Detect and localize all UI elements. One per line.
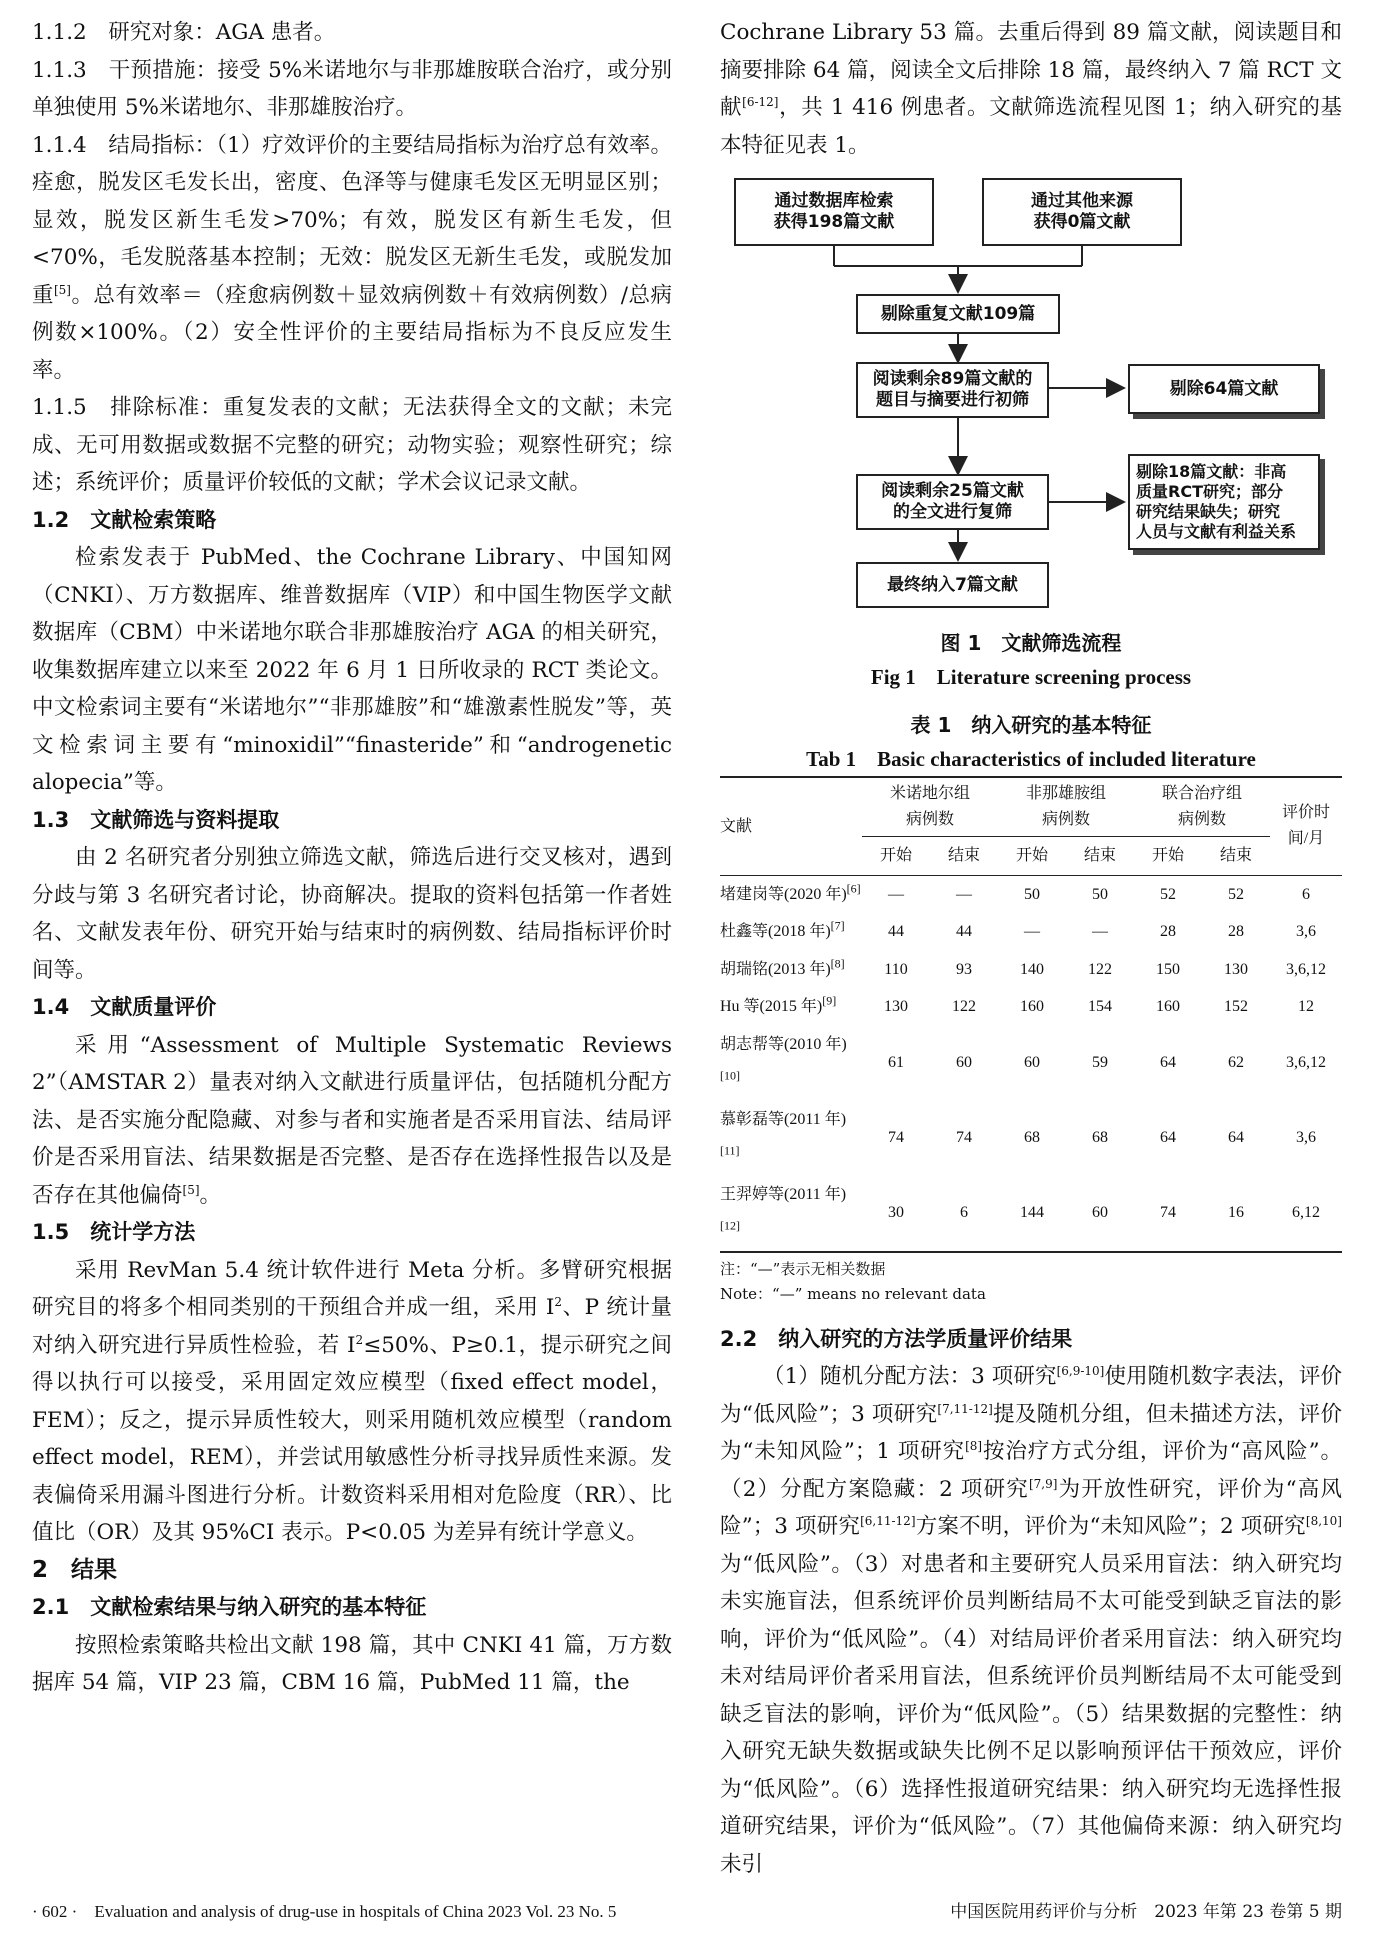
header-end: 结束 xyxy=(947,847,980,864)
flowchart xyxy=(720,174,1342,626)
table-cell: 60 xyxy=(1091,1204,1108,1222)
paragraph-screening: 由 2 名研究者分别独立筛选文献，筛选后进行交叉核对，遇到分歧与第 3 名研究者讨论，协商解决。提取的资料包括第一作者姓名、文献发表年份、研究开始与结束时的病例数、结局指标评价时间等。 xyxy=(32,845,672,983)
table-row xyxy=(720,1176,1342,1251)
paragraph-search-strategy: 检索发表于 PubMed、the Cochrane Library、中国知网（CNKI）、万方数据库、维普数据库（VIP）和中国生物医学文献数据库（CBM）中米诺地尔联合非那雄胺治疗 AGA 的相关研究，收集数据库建立以来至 2022 年 6 月 1 日所收录的 RCT 类论文。中文检索词主要有“米诺地尔”“非那雄胺”和“雄激素性脱发”等，英文检索词主要有“minoxidil”“finasteride”和“androgenetic alopecia”等。 xyxy=(32,545,672,795)
table-cell: 60 xyxy=(955,1054,972,1072)
header-end: 结束 xyxy=(1219,847,1252,864)
table-cell: 122 xyxy=(951,998,976,1015)
cell-literature: 胡志帮等(2010 年)[10] xyxy=(720,1035,847,1083)
flow-box-title-screen: 阅读剩余89篇文献的 题目与摘要进行初筛 xyxy=(856,362,1049,418)
cell-literature: 杜鑫等(2018 年)[7] xyxy=(720,918,845,940)
table-cell: 61 xyxy=(887,1054,904,1072)
header-start: 开始 xyxy=(879,847,912,864)
flow-box-fulltext-screen: 阅读剩余25篇文献 的全文进行复筛 xyxy=(856,474,1049,530)
table-cell: 28 xyxy=(1227,923,1244,940)
table-cell: 68 xyxy=(1091,1129,1108,1147)
table-row xyxy=(720,913,1342,951)
table-cell: 93 xyxy=(955,960,972,978)
table-cell: 62 xyxy=(1227,1054,1244,1072)
table-cell: 130 xyxy=(1223,960,1248,978)
heading-1-4: 1.4 文献质量评价 xyxy=(32,995,217,1019)
table-cell: 130 xyxy=(883,998,908,1015)
table-cell: 68 xyxy=(1023,1129,1040,1147)
table-cell: 152 xyxy=(1223,998,1248,1015)
heading-1-2: 1.2 文献检索策略 xyxy=(32,507,217,532)
table-cell: 74 xyxy=(1159,1204,1176,1222)
table-cell: 150 xyxy=(1155,960,1180,978)
heading-1-3: 1.3 文献筛选与资料提取 xyxy=(32,807,280,832)
heading-2-1: 2.1 文献检索结果与纳入研究的基本特征 xyxy=(32,1595,427,1619)
section-1-1-5: 1.1.5 排除标准：重复发表的文献；无法获得全文的文献；未完成、无可用数据或数据不完整的研究；动物实验；观察性研究；综述；系统评价；质量评价较低的文献；学术会议记录文献。 xyxy=(32,395,672,495)
cell-literature: 胡瑞铭(2013 年)[8] xyxy=(720,956,845,978)
table-cell: 6 xyxy=(1302,885,1310,903)
table-cell: 64 xyxy=(1227,1129,1244,1147)
cell-literature: 王羿婷等(2011 年)[12] xyxy=(720,1185,847,1233)
table-cell: 160 xyxy=(1019,998,1044,1015)
table-cell: 52 xyxy=(1159,885,1176,903)
table-cell: — xyxy=(1023,923,1040,940)
table-cell: 16 xyxy=(1227,1204,1244,1222)
table-cell: 30 xyxy=(887,1204,904,1222)
table-cell: 154 xyxy=(1087,998,1112,1015)
cell-literature: Hu 等(2015 年)[9] xyxy=(720,993,837,1015)
header-finasteride-group: 非那雄胺组 病例数 xyxy=(998,777,1134,837)
left-column xyxy=(32,14,672,1702)
table-cell: 44 xyxy=(955,923,972,940)
cell-literature: 堵建岗等(2020 年)[6] xyxy=(720,881,861,903)
table-cell: 3,6 xyxy=(1296,923,1316,940)
header-minoxidil-group: 米诺地尔组 病例数 xyxy=(862,777,998,837)
paragraph-quality-results: （1）随机分配方法：3 项研究[6,9-10]使用随机数字表法，评价为“低风险”；3 项研究[7,11-12]提及随机分组，但未描述方法，评价为“未知风险”；1 项研究[8]按治疗方式分组，评价为“高风险”。（2）分配方案隐藏：2 项研究[7,9]为开放性研究，评价为“高风险”；3 项研究[6,11-12]方案不明，评价为“未知风险”；2 项研究[8,10]为“低风险”。（3）对患者和主要研究人员采用盲法：纳入研究均未实施盲法，但系统评价员判断结局不太可能受到缺乏盲法的影响，评价为“低风险”。（4）对结局评价者采用盲法：纳入研究均未对结局评价者采用盲法，但系统评价员判断结局不太可能受到缺乏盲法的影响，评价为“低风险”。（5）结果数据的完整性：纳入研究无缺失数据或缺失比例不足以影响预评估干预效应，评价为“低风险”。（6）选择性报道研究结果：纳入研究均无选择性报道研究结果，评价为“低风险”。（7）其他偏倚来源：纳入研究均未引 xyxy=(720,1363,1342,1877)
table-cell: 12 xyxy=(1298,998,1314,1015)
figure-caption-cn: 图 1 文献筛选流程 xyxy=(940,631,1122,655)
table-caption-en: Tab 1 Basic characteristics of included literature xyxy=(806,747,1256,771)
table-cell: 64 xyxy=(1159,1129,1176,1147)
table-row xyxy=(720,1101,1342,1176)
table-cell: — xyxy=(1091,923,1108,940)
header-combined-group: 联合治疗组 病例数 xyxy=(1134,777,1270,837)
section-1-1-3: 1.1.3 干预措施：接受 5%米诺地尔与非那雄胺联合治疗，或分别单独使用 5%米诺地尔、非那雄胺治疗。 xyxy=(32,57,672,120)
table-note-cn: 注：“—”表示无相关数据 xyxy=(720,1259,886,1278)
header-start: 开始 xyxy=(1015,847,1048,864)
table-cell: 74 xyxy=(887,1129,904,1147)
paragraph-results-cont: Cochrane Library 53 篇。去重后得到 89 篇文献，阅读题目和摘要排除 64 篇，阅读全文后排除 18 篇，最终纳入 7 篇 RCT 文献[6-12]，共 1 416 例患者。文献筛选流程见图 1；纳入研究的基本特征见表 1。 xyxy=(720,20,1342,158)
table-cell: 74 xyxy=(955,1129,972,1147)
flow-box-exclude-64: 剔除64篇文献 xyxy=(1128,364,1320,414)
table-cell: 3,6,12 xyxy=(1286,960,1326,978)
header-end: 结束 xyxy=(1083,847,1116,864)
section-1-1-2: 1.1.2 研究对象：AGA 患者。 xyxy=(32,20,336,45)
flow-box-exclude-18: 剔除18篇文献：非高 质量RCT研究；部分 研究结果缺失；研究 人员与文献有利益关系 xyxy=(1128,454,1320,550)
paragraph-results: 按照检索策略共检出文献 198 篇，其中 CNKI 41 篇，万方数据库 54 篇，VIP 23 篇，CBM 16 篇，PubMed 11 篇，the xyxy=(32,1632,672,1695)
section-1-1-4: 1.1.4 结局指标：（1）疗效评价的主要结局指标为治疗总有效率。痊愈，脱发区毛发长出，密度、色泽等与健康毛发区无明显区别；显效，脱发区新生毛发>70%；有效，脱发区有新生毛发，但<70%，毛发脱落基本控制；无效：脱发区无新生毛发，或脱发加重[5]。总有效率＝（痊愈病例数＋显效病例数＋有效病例数）/总病例数×100%。（2）安全性评价的主要结局指标为不良反应发生率。 xyxy=(32,132,672,383)
figure-caption-en: Fig 1 Literature screening process xyxy=(870,665,1192,689)
table-cell: 160 xyxy=(1155,998,1180,1015)
citation: [6-12] xyxy=(742,94,779,109)
flow-box-database: 通过数据库检索 获得198篇文献 xyxy=(734,178,934,246)
heading-2-2: 2.2 纳入研究的方法学质量评价结果 xyxy=(720,1326,1073,1351)
flow-box-other-sources: 通过其他来源 获得0篇文献 xyxy=(982,178,1182,246)
table-cell: 3,6,12 xyxy=(1286,1054,1326,1072)
table-cell: 3,6 xyxy=(1296,1129,1316,1147)
table-cell: 50 xyxy=(1023,885,1040,903)
flow-box-final: 最终纳入7篇文献 xyxy=(856,562,1049,608)
header-evaluation-time: 评价时 间/月 xyxy=(1281,804,1330,848)
table-row xyxy=(720,875,1342,913)
citation: [5] xyxy=(182,1182,200,1197)
header-start: 开始 xyxy=(1151,847,1184,864)
cell-literature: 慕彰磊等(2011 年)[11] xyxy=(720,1110,847,1158)
characteristics-table xyxy=(720,776,1342,1251)
table-cell: 44 xyxy=(887,923,904,940)
footer-journal-cn: 中国医院用药评价与分析 2023 年第 23 卷第 5 期 xyxy=(950,1902,1342,1922)
table-note-en: Note：“—” means no relevant data xyxy=(720,1284,986,1303)
header-literature: 文献 xyxy=(720,817,753,835)
table-cell: 52 xyxy=(1227,885,1244,903)
table-caption-cn: 表 1 纳入研究的基本特征 xyxy=(910,713,1152,737)
heading-1-5: 1.5 统计学方法 xyxy=(32,1220,196,1244)
table-cell: 59 xyxy=(1091,1054,1108,1072)
table-cell: 50 xyxy=(1091,885,1108,903)
table-cell: 28 xyxy=(1159,923,1176,940)
table-cell: 6,12 xyxy=(1292,1204,1320,1222)
table-cell: 6 xyxy=(959,1204,968,1222)
table-cell: — xyxy=(887,885,904,903)
table-body xyxy=(720,875,1342,1251)
heading-2: 2 结果 xyxy=(32,1556,118,1583)
table-cell: — xyxy=(955,885,972,903)
table-row xyxy=(720,1026,1342,1101)
table-cell: 144 xyxy=(1019,1204,1044,1222)
paragraph-statistics: 采用 RevMan 5.4 统计软件进行 Meta 分析。多臂研究根据研究目的将多个相同类别的干预组合并成一组，采用 $I^2$、P 统计量对纳入研究进行异质性检验，若 $I^2\le 50\%$、P≥0.1，提示研究之间得以执行可以接受，采用固定效应模型（fixed effect model，FEM）；反之，提示异质性较大，则采用随机效应模型（random effect model，REM），并尝试用敏感性分析寻找异质性来源。发表偏倚采用漏斗图进行分析。计数资料采用相对危险度（RR）、比值比（OR）及其 95%CI 表示。P<0.05 为差异有统计学意义。 xyxy=(32,1257,672,1545)
table-cell: 64 xyxy=(1159,1054,1176,1072)
table-cell: 122 xyxy=(1087,960,1112,978)
table-row xyxy=(720,951,1342,989)
citation: [5] xyxy=(53,282,71,297)
table-cell: 140 xyxy=(1019,960,1044,978)
flow-box-remove-duplicates: 剔除重复文献109篇 xyxy=(856,294,1060,334)
table-cell: 60 xyxy=(1023,1054,1040,1072)
table-row xyxy=(720,988,1342,1026)
right-column xyxy=(720,14,1342,1883)
paragraph-quality: 采用“Assessment of Multiple Systematic Reviews 2”（AMSTAR 2）量表对纳入文献进行质量评估，包括随机分配方法、是否实施分配隐藏、对参与者和实施者是否采用盲法、结局评价是否采用盲法、结果数据是否完整、是否存在选择性报告以及是否存在其他偏倚[5]。 xyxy=(32,1032,672,1208)
page-footer xyxy=(32,1897,1342,1922)
table-cell: 110 xyxy=(884,960,908,978)
footer-journal-en: · 602 · Evaluation and analysis of drug-use in hospitals of China 2023 Vol. 23 No. 5 xyxy=(32,1902,617,1921)
